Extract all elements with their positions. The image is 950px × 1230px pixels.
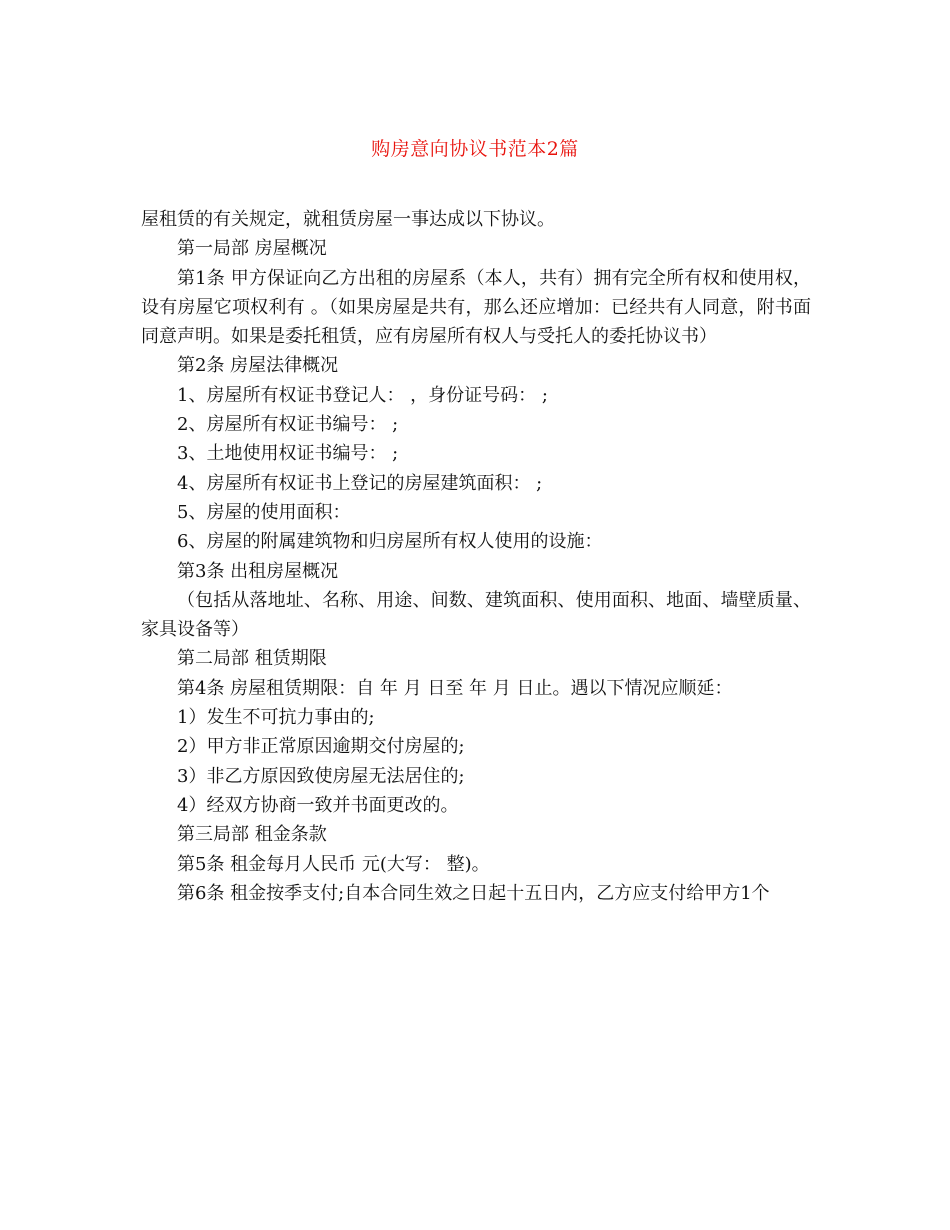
list-item: 5、房屋的使用面积：	[177, 501, 351, 523]
list-item: 2、房屋所有权证书编号： ;	[177, 414, 399, 436]
list-item: 3）非乙方原因致使房屋无法居住的;	[177, 765, 465, 787]
article-6: 第6条 租金按季支付;自本合同生效之日起十五日内，乙方应支付给甲方1个	[177, 882, 770, 904]
article-1: 第1条 甲方保证向乙方出租的房屋系（本人，共有）拥有完全所有权和使用权，设有房屋它项权利有 。（如果房屋是共有，那么还应增加：已经共有人同意，附书面同意声明。如果是委托租赁，应有房屋所有权人与受托人的委托协议书）	[141, 267, 811, 348]
section-heading-part2: 第二局部 租赁期限	[177, 648, 327, 670]
section-heading-part1: 第一局部 房屋概况	[177, 238, 327, 260]
article-5: 第5条 租金每月人民币 元(大写： 整)。	[177, 853, 490, 875]
list-item: 4、房屋所有权证书上登记的房屋建筑面积： ;	[177, 472, 543, 494]
list-item: 4）经双方协商一致并书面更改的。	[177, 794, 459, 816]
document-body	[141, 205, 811, 908]
document-title: 购房意向协议书范本2篇	[371, 138, 579, 160]
paragraph-preamble-continuation: 屋租赁的有关规定，就租赁房屋一事达成以下协议。	[141, 209, 555, 230]
list-item: 1）发生不可抗力事由的;	[177, 707, 375, 729]
section-heading-part3: 第三局部 租金条款	[177, 824, 327, 846]
list-item: 2）甲方非正常原因逾期交付房屋的;	[177, 736, 465, 758]
list-item: 3、土地使用权证书编号： ;	[177, 443, 399, 465]
article-4: 第4条 房屋租赁期限：自 年 月 日至 年 月 日止。遇以下情况应顺延：	[177, 677, 733, 699]
article-3-body: （包括从落地址、名称、用途、间数、建筑面积、使用面积、地面、墙壁质量、家具设备等）	[141, 589, 811, 641]
list-item: 1、房屋所有权证书登记人： ，身份证号码： ;	[177, 384, 548, 406]
list-item: 6、房屋的附属建筑物和归房屋所有权人使用的设施：	[177, 531, 603, 553]
article-2-heading: 第2条 房屋法律概况	[177, 355, 339, 377]
article-3-heading: 第3条 出租房屋概况	[177, 560, 339, 582]
